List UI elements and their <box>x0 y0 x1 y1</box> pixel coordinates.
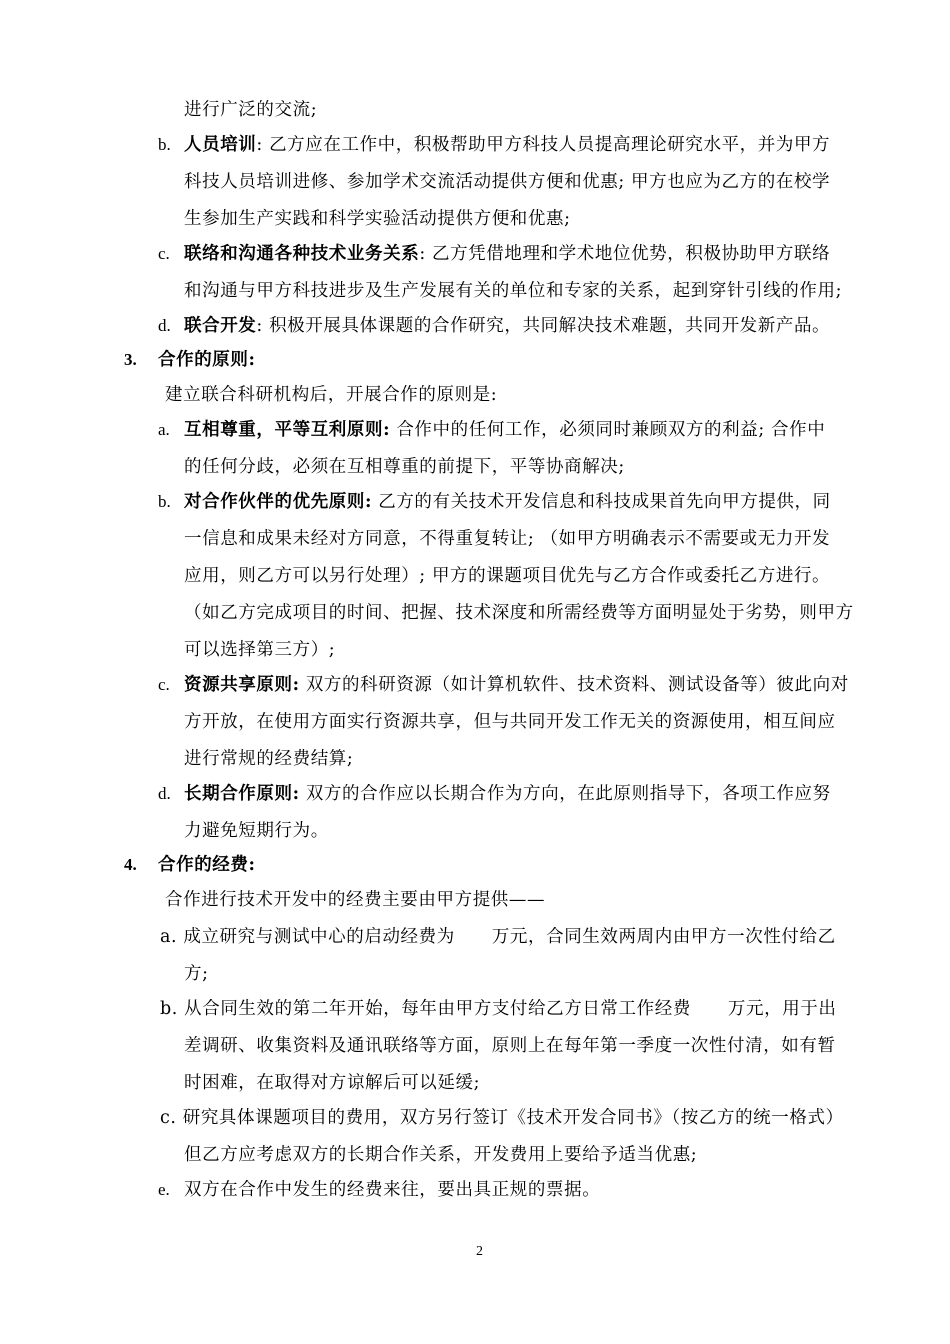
section-heading-3: 合作的原则: <box>158 350 256 370</box>
list-marker-a: a. <box>158 420 170 439</box>
text-line: 建立联合科研机构后，开展合作的原则是: <box>165 385 498 405</box>
principle-c-line <box>184 673 849 697</box>
section-heading-4: 合作的经费: <box>158 855 256 875</box>
funding-item-b: b. 从合同生效的第二年开始，每年由甲方支付给乙方日常工作经费 万元，用于出 <box>160 999 837 1019</box>
list-marker-b: b. <box>158 135 171 154</box>
text-line: 和沟通与甲方科技进步及生产发展有关的单位和专家的关系，起到穿针引线的作用; <box>184 281 843 301</box>
list-marker-b: b. <box>158 492 171 511</box>
text-line: 力避免短期行为。 <box>184 821 329 841</box>
text-line: 一信息和成果未经对方同意，不得重复转让; （如甲方明确表示不需要或无力开发 <box>184 529 831 549</box>
text-line: 方开放，在使用方面实行资源共享，但与共同开发工作无关的资源使用，相互间应 <box>184 712 836 732</box>
list-marker-c: c. <box>158 675 170 694</box>
text-line: 方; <box>184 964 209 984</box>
list-item-b-line <box>184 133 830 157</box>
text-line: 进行常规的经费结算; <box>184 749 354 769</box>
section-number-3: 3. <box>124 350 137 369</box>
term-partner-priority: 对合作伙伴的优先原则: <box>184 492 373 512</box>
list-marker-d: d. <box>158 784 171 803</box>
term-personnel-training: 人员培训 <box>184 135 257 155</box>
text-segment: 双方的科研资源（如计算机软件、技术资料、测试设备等）彼此向对 <box>299 675 849 695</box>
text-line: 时困难，在取得对方谅解后可以延缓; <box>184 1073 481 1093</box>
principle-a-line <box>184 418 825 442</box>
list-item-d-line <box>184 314 830 338</box>
text-segment: : 乙方凭借地理和学术地位优势，积极协助甲方联络 <box>419 244 831 264</box>
term-liaison: 联络和沟通各种技术业务关系 <box>184 244 420 264</box>
term-mutual-respect: 互相尊重，平等互利原则: <box>184 420 391 440</box>
funding-item-a: a. 成立研究与测试中心的启动经费为 万元，合同生效两周内由甲方一次性付给乙 <box>160 927 836 947</box>
text-segment: 乙方的有关技术开发信息和科技成果首先向甲方提供，同 <box>372 492 831 512</box>
text-line: 差调研、收集资料及通讯联络等方面，原则上在每年第一季度一次性付清，如有暂 <box>184 1036 836 1056</box>
funding-item-c: c. 研究具体课题项目的费用，双方另行签订《技术开发合同书》（按乙方的统一格式） <box>160 1108 844 1128</box>
page-number: 2 <box>476 1244 483 1259</box>
text-segment: : 积极开展具体课题的合作研究，共同解决技术难题，共同开发新产品。 <box>256 316 831 336</box>
list-marker-d: d. <box>158 316 171 335</box>
term-resource-sharing: 资源共享原则: <box>184 675 300 695</box>
text-line: （如乙方完成项目的时间、把握、技术深度和所需经费等方面明显处于劣势，则甲方 <box>184 603 854 623</box>
text-line: 的任何分歧，必须在互相尊重的前提下，平等协商解决; <box>184 457 625 477</box>
term-long-term-cooperation: 长期合作原则: <box>184 784 300 804</box>
section-number-4: 4. <box>124 855 137 874</box>
text-line: 可以选择第三方）; <box>184 640 336 660</box>
funding-item-e: 双方在合作中发生的经费来往，要出具正规的票据。 <box>184 1180 601 1200</box>
text-line: 应用，则乙方可以另行处理）; 甲方的课题项目优先与乙方合作或委托乙方进行。 <box>184 566 831 586</box>
text-line: 生参加生产实践和科学实验活动提供方便和优惠; <box>184 209 571 229</box>
term-joint-development: 联合开发 <box>184 316 257 336</box>
text-line: 但乙方应考虑双方的长期合作关系，开发费用上要给予适当优惠; <box>184 1145 698 1165</box>
list-marker-e: e. <box>158 1180 170 1199</box>
text-segment: 双方的合作应以长期合作为方向，在此原则指导下，各项工作应努 <box>299 784 831 804</box>
principle-b-line <box>184 490 831 514</box>
text-segment: 合作中的任何工作，必须同时兼顾双方的利益; 合作中 <box>390 420 826 440</box>
text-line: 合作进行技术开发中的经费主要由甲方提供—— <box>165 890 546 910</box>
principle-d-line <box>184 782 831 806</box>
text-line: 进行广泛的交流; <box>184 100 318 120</box>
list-item-c-line <box>184 242 830 266</box>
list-marker-c: c. <box>158 244 170 263</box>
text-segment: : 乙方应在工作中，积极帮助甲方科技人员提高理论研究水平，并为甲方 <box>256 135 831 155</box>
text-line: 科技人员培训进修、参加学术交流活动提供方便和优惠; 甲方也应为乙方的在校学 <box>184 172 831 192</box>
